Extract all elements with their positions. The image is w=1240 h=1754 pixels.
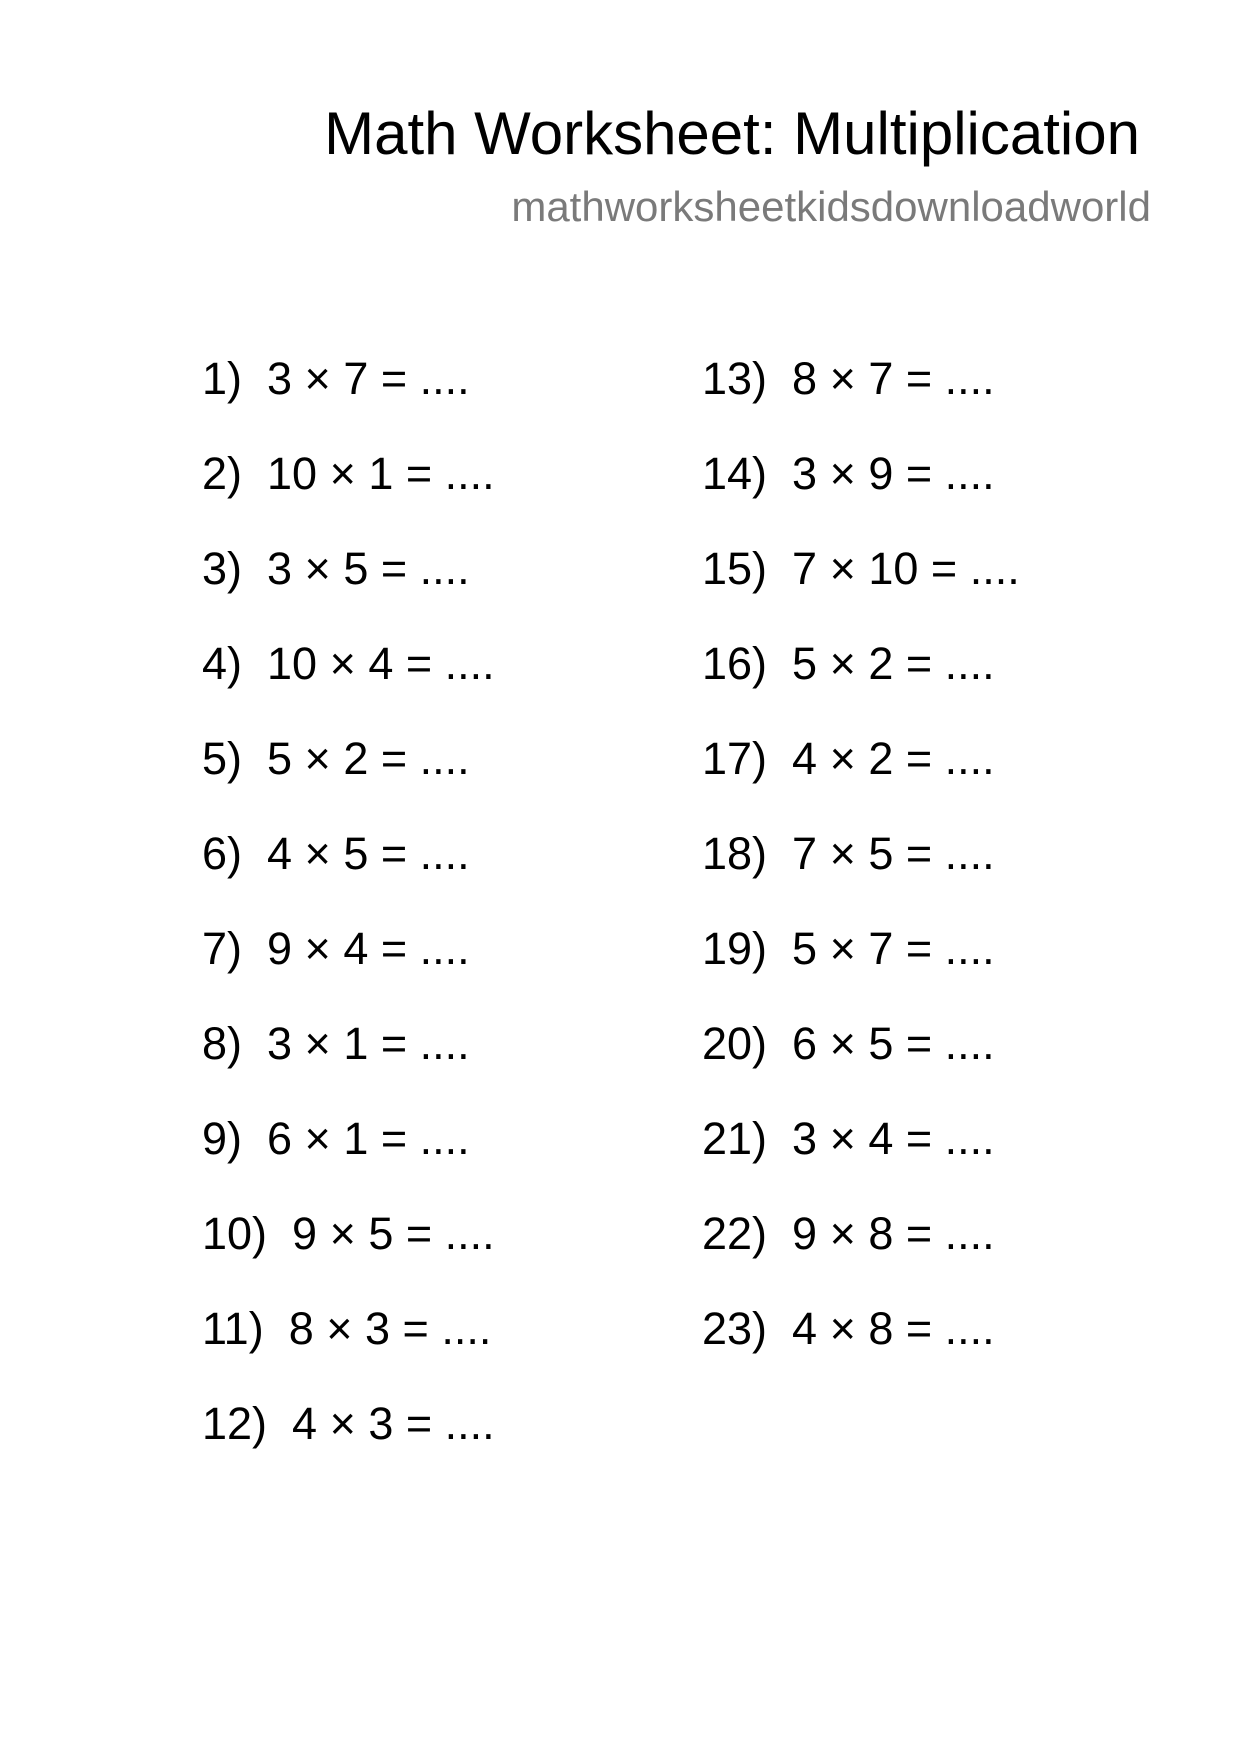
- problem-number: 8): [202, 1018, 243, 1069]
- problem-item: [202, 637, 495, 732]
- problem-expression: 6 × 1 = ....: [267, 1113, 470, 1164]
- problem-number: 14): [702, 448, 768, 499]
- problem-number: 9): [202, 1113, 243, 1164]
- problem-item: [202, 1397, 495, 1492]
- problem-item: [202, 1302, 495, 1397]
- problem-item: [702, 1302, 1020, 1397]
- problem-expression: 9 × 4 = ....: [267, 923, 470, 974]
- problem-number: 7): [202, 923, 243, 974]
- problem-number: 17): [702, 733, 768, 784]
- problem-item: [202, 352, 495, 447]
- problem-item: [702, 637, 1020, 732]
- problem-expression: 3 × 7 = ....: [267, 353, 470, 404]
- problem-number: 1): [202, 353, 243, 404]
- problem-expression: 9 × 8 = ....: [792, 1208, 995, 1259]
- problem-item: [202, 447, 495, 542]
- problem-expression: 7 × 5 = ....: [792, 828, 995, 879]
- problem-number: 23): [702, 1303, 768, 1354]
- problem-expression: 8 × 7 = ....: [792, 353, 995, 404]
- problem-number: 11): [202, 1303, 264, 1354]
- problem-item: [702, 352, 1020, 447]
- problem-item: [702, 732, 1020, 827]
- problem-number: 5): [202, 733, 243, 784]
- problem-expression: 5 × 7 = ....: [792, 923, 995, 974]
- problem-expression: 6 × 5 = ....: [792, 1018, 995, 1069]
- problem-item: [702, 827, 1020, 922]
- page-subtitle: mathworksheetkidsdownloadworld: [511, 183, 1151, 230]
- page-title: Math Worksheet: Multiplication: [324, 100, 1140, 167]
- problem-number: 22): [702, 1208, 768, 1259]
- problem-expression: 7 × 10 = ....: [792, 543, 1020, 594]
- problem-item: [702, 1112, 1020, 1207]
- problem-expression: 4 × 2 = ....: [792, 733, 995, 784]
- problem-item: [202, 732, 495, 827]
- problem-expression: 5 × 2 = ....: [792, 638, 995, 689]
- problem-item: [702, 447, 1020, 542]
- problem-item: [702, 542, 1020, 637]
- problem-expression: 3 × 9 = ....: [792, 448, 995, 499]
- problem-number: 16): [702, 638, 768, 689]
- problem-column-right: [702, 352, 1020, 1397]
- problem-item: [702, 922, 1020, 1017]
- problem-expression: 3 × 1 = ....: [267, 1018, 470, 1069]
- problem-column-left: [202, 352, 495, 1492]
- problem-item: [702, 1017, 1020, 1112]
- problem-number: 6): [202, 828, 243, 879]
- problem-number: 13): [702, 353, 768, 404]
- problem-item: [202, 827, 495, 922]
- problem-number: 15): [702, 543, 768, 594]
- problem-number: 12): [202, 1398, 268, 1449]
- problem-expression: 9 × 5 = ....: [292, 1208, 495, 1259]
- problem-number: 21): [702, 1113, 768, 1164]
- problem-expression: 10 × 4 = ....: [267, 638, 495, 689]
- problem-expression: 5 × 2 = ....: [267, 733, 470, 784]
- problem-number: 19): [702, 923, 768, 974]
- problem-number: 2): [202, 448, 243, 499]
- problem-expression: 3 × 5 = ....: [267, 543, 470, 594]
- problem-expression: 4 × 8 = ....: [792, 1303, 995, 1354]
- problem-expression: 4 × 5 = ....: [267, 828, 470, 879]
- problem-number: 10): [202, 1208, 268, 1259]
- problem-number: 18): [702, 828, 768, 879]
- problem-item: [202, 922, 495, 1017]
- problem-item: [202, 1017, 495, 1112]
- problem-number: 4): [202, 638, 243, 689]
- problem-expression: 10 × 1 = ....: [267, 448, 495, 499]
- problem-item: [202, 1112, 495, 1207]
- problem-expression: 8 × 3 = ....: [288, 1303, 492, 1354]
- problem-expression: 4 × 3 = ....: [292, 1398, 495, 1449]
- problem-item: [702, 1207, 1020, 1302]
- problem-item: [202, 542, 495, 637]
- problem-number: 20): [702, 1018, 768, 1069]
- problem-expression: 3 × 4 = ....: [792, 1113, 995, 1164]
- problem-number: 3): [202, 543, 243, 594]
- problem-item: [202, 1207, 495, 1302]
